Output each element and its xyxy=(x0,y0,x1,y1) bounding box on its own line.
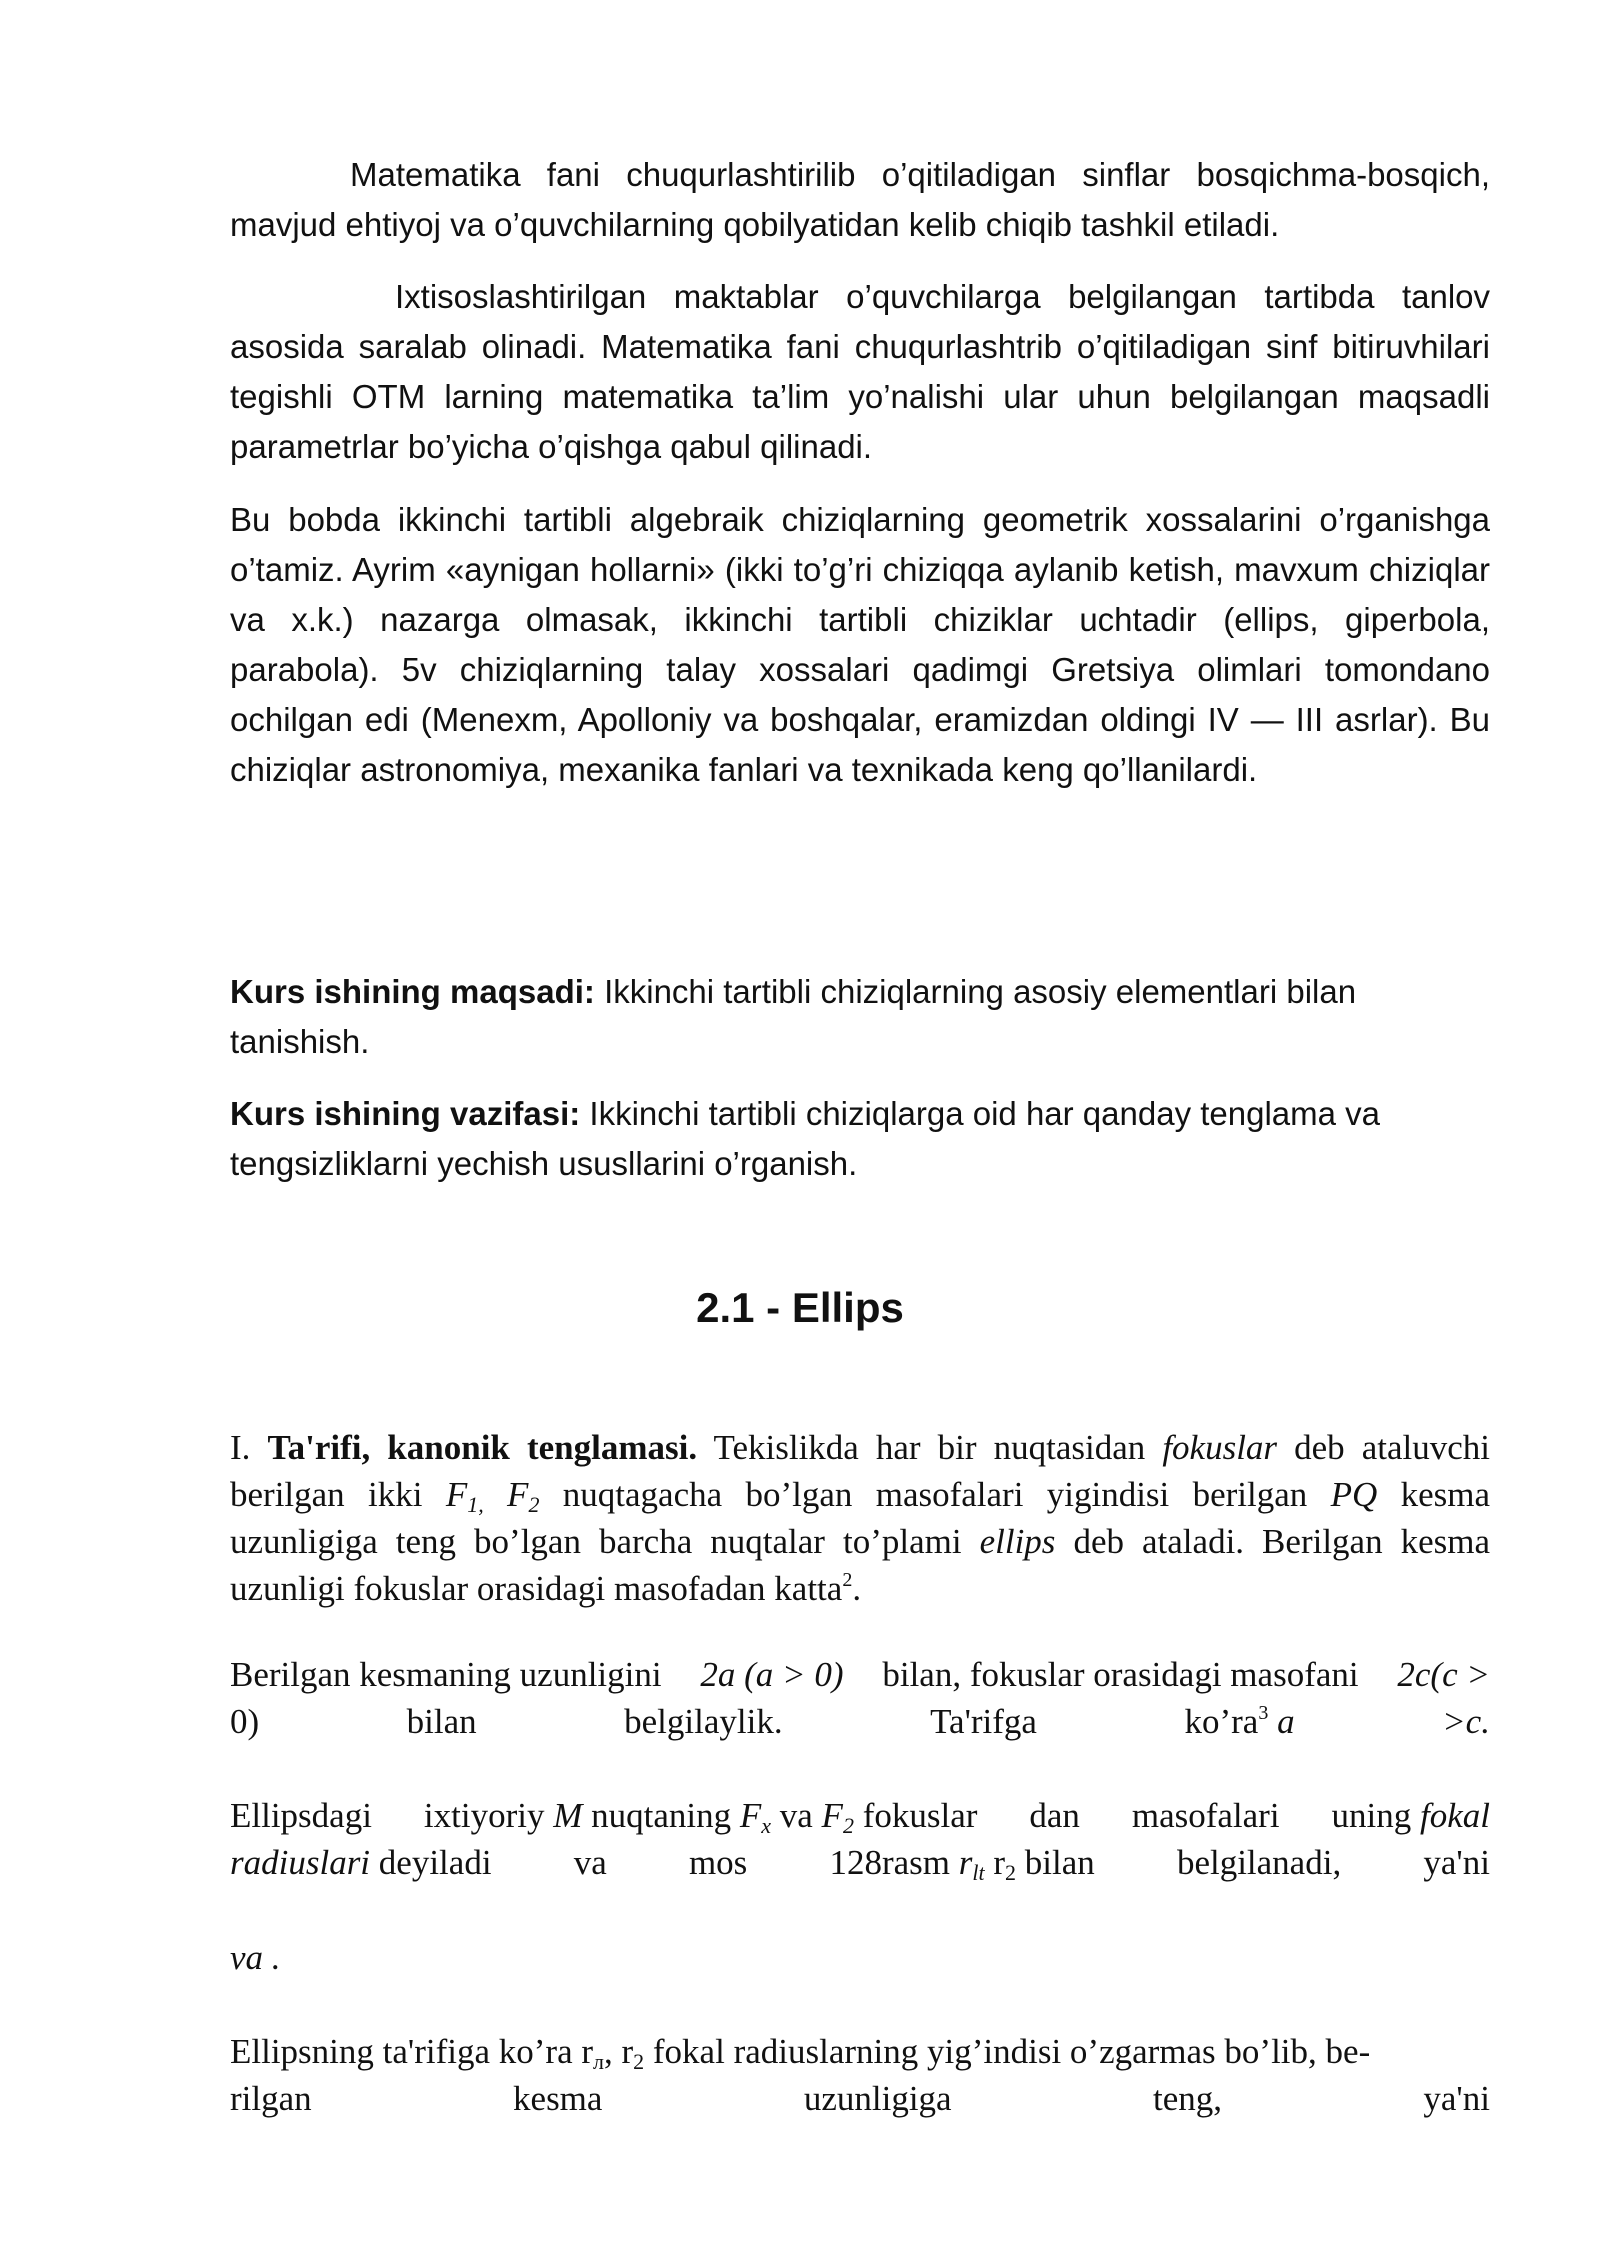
radius-word: 128rasm xyxy=(829,1843,951,1882)
radius-phrase-2 xyxy=(230,1839,492,1886)
va-text: va . xyxy=(230,1938,281,1977)
radius-word: deyiladi xyxy=(378,1843,492,1882)
subscript-2: 2 xyxy=(528,1492,540,1517)
definition-text-5: deb ataladi. Berilgan kesma uzunligi fokuslar orasidagi masofadan katta xyxy=(230,1522,1491,1608)
radius-word: uning xyxy=(1331,1796,1412,1835)
radius-word: mos xyxy=(688,1843,748,1882)
sum-word: teng, xyxy=(1152,2079,1222,2118)
subscript-lt: lt xyxy=(972,1860,985,1885)
course-task-text: Ikkinchi tartibli chiziqlarga oid har qanday tenglama va tengsizliklarni yechish ususllarini o’rganish. xyxy=(230,1095,1381,1182)
course-goal-label: Kurs ishining maqsadi: xyxy=(230,973,595,1010)
term-radiuslari: radiuslari xyxy=(230,1843,371,1882)
radius-phrase xyxy=(424,1792,978,1839)
course-task-label: Kurs ishining vazifasi: xyxy=(230,1095,581,1132)
radius-word: nuqtaning xyxy=(591,1796,732,1835)
symbol-f1 xyxy=(445,1475,484,1517)
definition-text-3: nuqtagacha bo’lgan masofalari yigindisi berilgan xyxy=(562,1475,1308,1514)
symbol-f: F xyxy=(739,1796,762,1835)
length-word: ko’ra xyxy=(1184,1702,1259,1741)
paragraph-second-order-curves: Bu bobda ikkinchi tartibli algebraik chiziqlarning geometrik xossalarini o’rganishga o’tamiz. Ayrim «aynigan hollarni» (ikki to’g’ri chiziqqa aylanib ketish, mavxum chiziqlar va x.k.) nazarga olmasak, ikkinchi tartibli chiziklar uchtadir (ellips, giperbola, parabola). 5v chiziqlarning talay xossalari qadimgi Gretsiya olimlari tomondano ochilgan edi (Menexm, Apolloniy va boshqalar, eramizdan oldingi IV — III asrlar). Bu chiziqlar astronomiya, mexanika fanlari va texnikada keng qo’llanilardi. xyxy=(230,501,1490,788)
math-2a: 2a (a > 0) xyxy=(700,1655,844,1694)
footnote-ref: 2 xyxy=(842,1569,853,1591)
sum-text-2: fokal radiuslarning yig’indisi o’zgarmas bo’lib, be- xyxy=(652,2032,1371,2071)
definition-text-1: Tekislikda har bir nuqtasidan xyxy=(713,1428,1146,1467)
roman-numeral: I. xyxy=(230,1428,251,1467)
length-word: 0) xyxy=(230,1702,260,1741)
symbol-m: M xyxy=(553,1796,583,1835)
sentence-end: . xyxy=(852,1569,862,1608)
radius-word: fokuslar xyxy=(862,1796,978,1835)
radius-word: bilan xyxy=(1024,1843,1095,1882)
math-2c: 2c(c > xyxy=(1397,1655,1490,1694)
sum-line-2 xyxy=(230,2075,1490,2122)
radius-word: dan xyxy=(1029,1796,1080,1835)
symbol-r: r xyxy=(993,1843,1006,1882)
radius-word: ya'ni xyxy=(1423,1843,1490,1882)
sum-text-1: Ellipsning ta'rifiga ko’ra r xyxy=(230,2032,594,2071)
va-line xyxy=(230,1934,1490,1981)
footnote-ref: 3 xyxy=(1258,1702,1269,1724)
radius-word: Ellipsdagi xyxy=(230,1796,372,1835)
length-word: Ta'rifga xyxy=(930,1702,1037,1741)
sum-sep: , r xyxy=(604,2032,634,2071)
length-text-1: Berilgan kesmaning uzunligini xyxy=(230,1655,662,1694)
course-task xyxy=(230,1089,1490,1189)
paragraph-specialized-schools: Ixtisoslashtirilgan maktablar o’quvchilarga belgilangan tartibda tanlov asosida saralab olinadi. Matematika fani chuqurlashtrib o’qitiladigan sinf bitiruvhilari tegishli OTM larning matematika ta’lim yo’nalishi ular uhun belgilangan maqsadli parametrlar bo’yicha o’qishga qabul qilinadi. xyxy=(230,278,1490,465)
sum-word: rilgan xyxy=(230,2079,312,2118)
symbol-f2b xyxy=(821,1796,854,1838)
radius-phrase-3 xyxy=(829,1839,1094,1886)
symbol-r2 xyxy=(993,1843,1017,1885)
definition-title: Ta'rifi, kanonik tenglamasi. xyxy=(267,1428,698,1467)
subscript-1: 1, xyxy=(467,1492,484,1517)
symbol-r: r xyxy=(958,1843,973,1882)
subscript-x: x xyxy=(761,1813,771,1838)
symbol-r-lt xyxy=(958,1843,985,1885)
radius-word: masofalari xyxy=(1131,1796,1280,1835)
section-heading: 2.1 - Ellips xyxy=(696,1284,904,1331)
term-focus: fokuslar xyxy=(1162,1428,1278,1467)
subscript-l: л xyxy=(593,2049,604,2074)
paragraph-intro: Matematika fani chuqurlashtirilib o’qitiladigan sinflar bosqichma-bosqich, mavjud ehtiyoj va o’quvchilarning qobilyatidan kelib chiqib tashkil etiladi. xyxy=(230,156,1490,243)
length-text-2: bilan, fokuslar orasidagi masofani xyxy=(882,1655,1359,1694)
radius-word: va xyxy=(779,1796,813,1835)
definition-paragraph xyxy=(230,1424,1490,1612)
sum-line-1 xyxy=(230,2028,1490,2075)
length-line-2 xyxy=(230,1698,1490,1745)
term-fokal: fokal xyxy=(1420,1796,1490,1835)
term-ellips: ellips xyxy=(979,1522,1056,1561)
definition-text-4: kesma uzunligiga teng bo’lgan barcha nuqtalar to’plami xyxy=(230,1475,1491,1561)
subscript-2: 2 xyxy=(1005,1860,1017,1885)
course-goal-text: Ikkinchi tartibli chiziqlarning asosiy elementlari bilan tanishish. xyxy=(230,973,1357,1060)
course-goal xyxy=(230,967,1490,1067)
sum-word: ya'ni xyxy=(1423,2079,1490,2118)
length-word-kora xyxy=(1184,1698,1294,1745)
radius-word: ixtiyoriy xyxy=(423,1796,545,1835)
radius-word: belgilanadi, xyxy=(1176,1843,1342,1882)
length-word: bilan xyxy=(406,1702,477,1741)
symbol-f: F xyxy=(821,1796,843,1835)
length-line-1 xyxy=(230,1651,1490,1698)
radius-line-1 xyxy=(230,1792,1490,1839)
radius-line-2 xyxy=(230,1839,1490,1886)
subscript-2: 2 xyxy=(842,1813,854,1838)
radius-phrase-fokal xyxy=(1332,1792,1490,1839)
definition-text-2: deb ataluvchi berilgan ikki xyxy=(230,1428,1491,1514)
symbol-fx xyxy=(739,1796,771,1838)
symbol-f: F xyxy=(445,1475,468,1514)
subscript-2: 2 xyxy=(633,2049,645,2074)
symbol-f2 xyxy=(507,1475,540,1517)
symbol-f: F xyxy=(507,1475,529,1514)
math-a: a xyxy=(1277,1702,1295,1741)
math-gt-c: >c. xyxy=(1442,1702,1490,1741)
radius-word: va xyxy=(573,1843,607,1882)
symbol-pq: PQ xyxy=(1330,1475,1378,1514)
sum-word: kesma xyxy=(513,2079,603,2118)
sum-word: uzunligiga xyxy=(803,2079,952,2118)
length-word: belgilaylik. xyxy=(624,1702,783,1741)
